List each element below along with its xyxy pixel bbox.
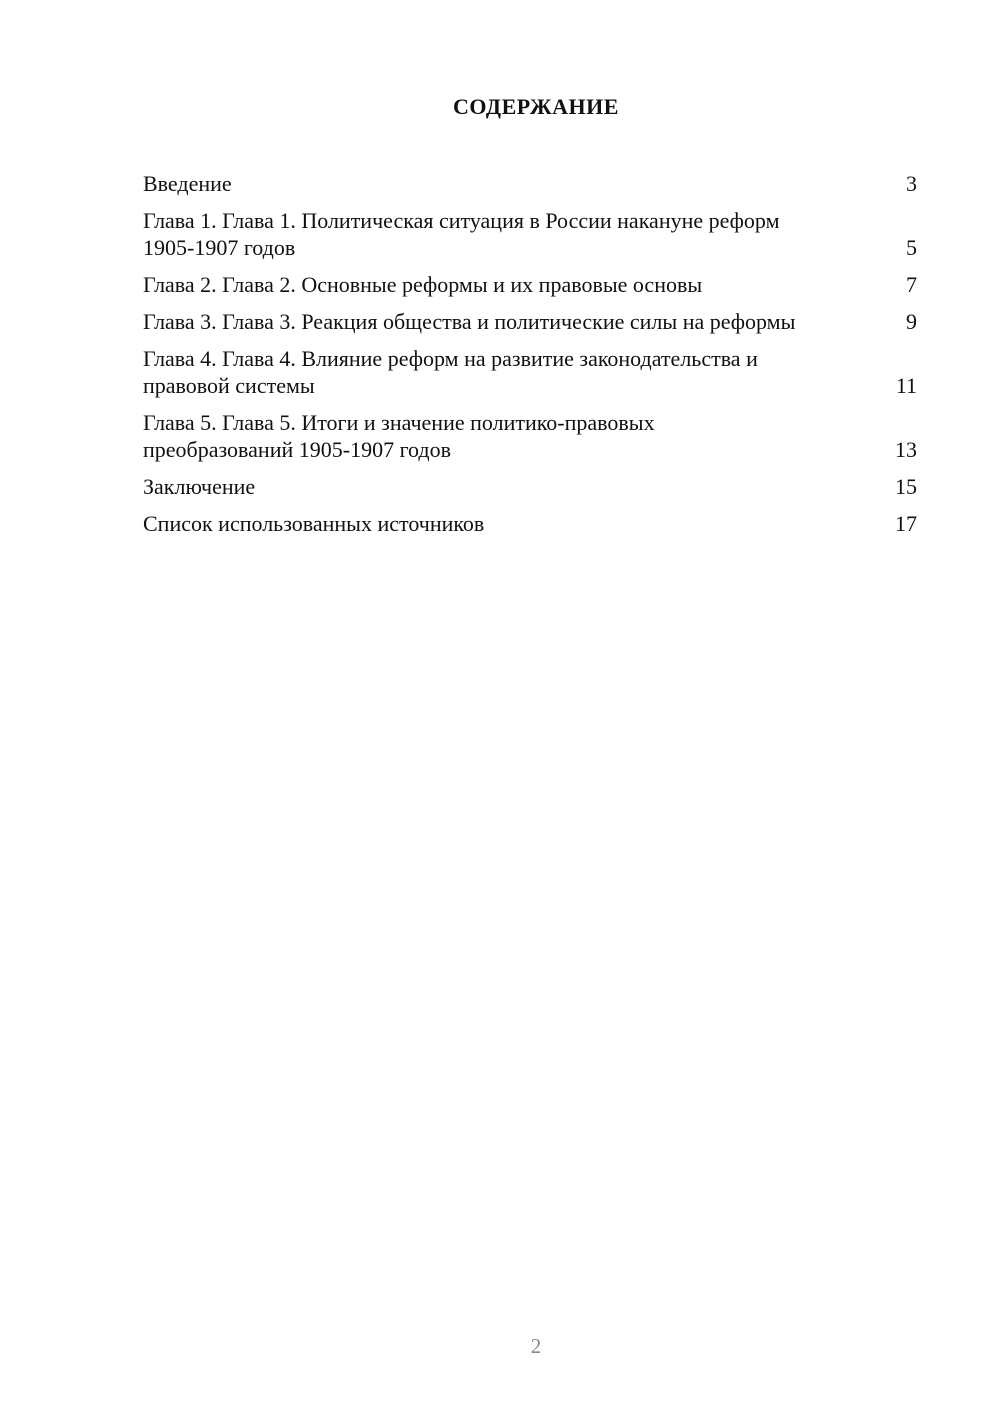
toc-entry-references [143,510,920,537]
toc-entry-label: Глава 1. Глава 1. Политическая ситуация в России накануне реформ 1905-1907 годов [143,208,780,260]
toc-entry-chapter-5 [143,409,920,463]
toc-entry-label: Список использованных источников [143,511,485,536]
toc-entry-label: Глава 3. Глава 3. Реакция общества и политические силы на реформы [143,309,796,334]
toc-entry-conclusion [143,473,920,500]
toc-entry-chapter-1 [143,207,920,261]
toc-entry-page-number: 17 [895,511,917,536]
page-number: 2 [530,1334,542,1358]
toc-entry-page-number: 5 [906,235,917,260]
toc-entry-chapter-3 [143,308,920,335]
toc-entry-label: Глава 4. Глава 4. Влияние реформ на развитие законодательства и правовой системы [143,346,758,398]
toc-entry-page-number: 13 [895,437,917,462]
toc-entry-page-number: 3 [906,171,917,196]
toc-entry-label: Глава 2. Глава 2. Основные реформы и их правовые основы [143,272,703,297]
toc-entry-label: Глава 5. Глава 5. Итоги и значение политико-правовых преобразований 1905-1907 годов [143,410,655,462]
page-title: СОДЕРЖАНИЕ [453,94,619,119]
toc-entry-label: Заключение [143,474,256,499]
toc-entry-chapter-4 [143,345,920,399]
toc-entry-label: Введение [143,171,232,196]
toc-entry-page-number: 9 [906,309,917,334]
toc-entry-page-number: 15 [895,474,917,499]
toc-entry-chapter-2 [143,271,920,298]
toc-entry-introduction [143,170,920,197]
table-of-contents [143,170,920,547]
toc-entry-page-number: 11 [895,373,917,398]
toc-entry-page-number: 7 [906,272,917,297]
